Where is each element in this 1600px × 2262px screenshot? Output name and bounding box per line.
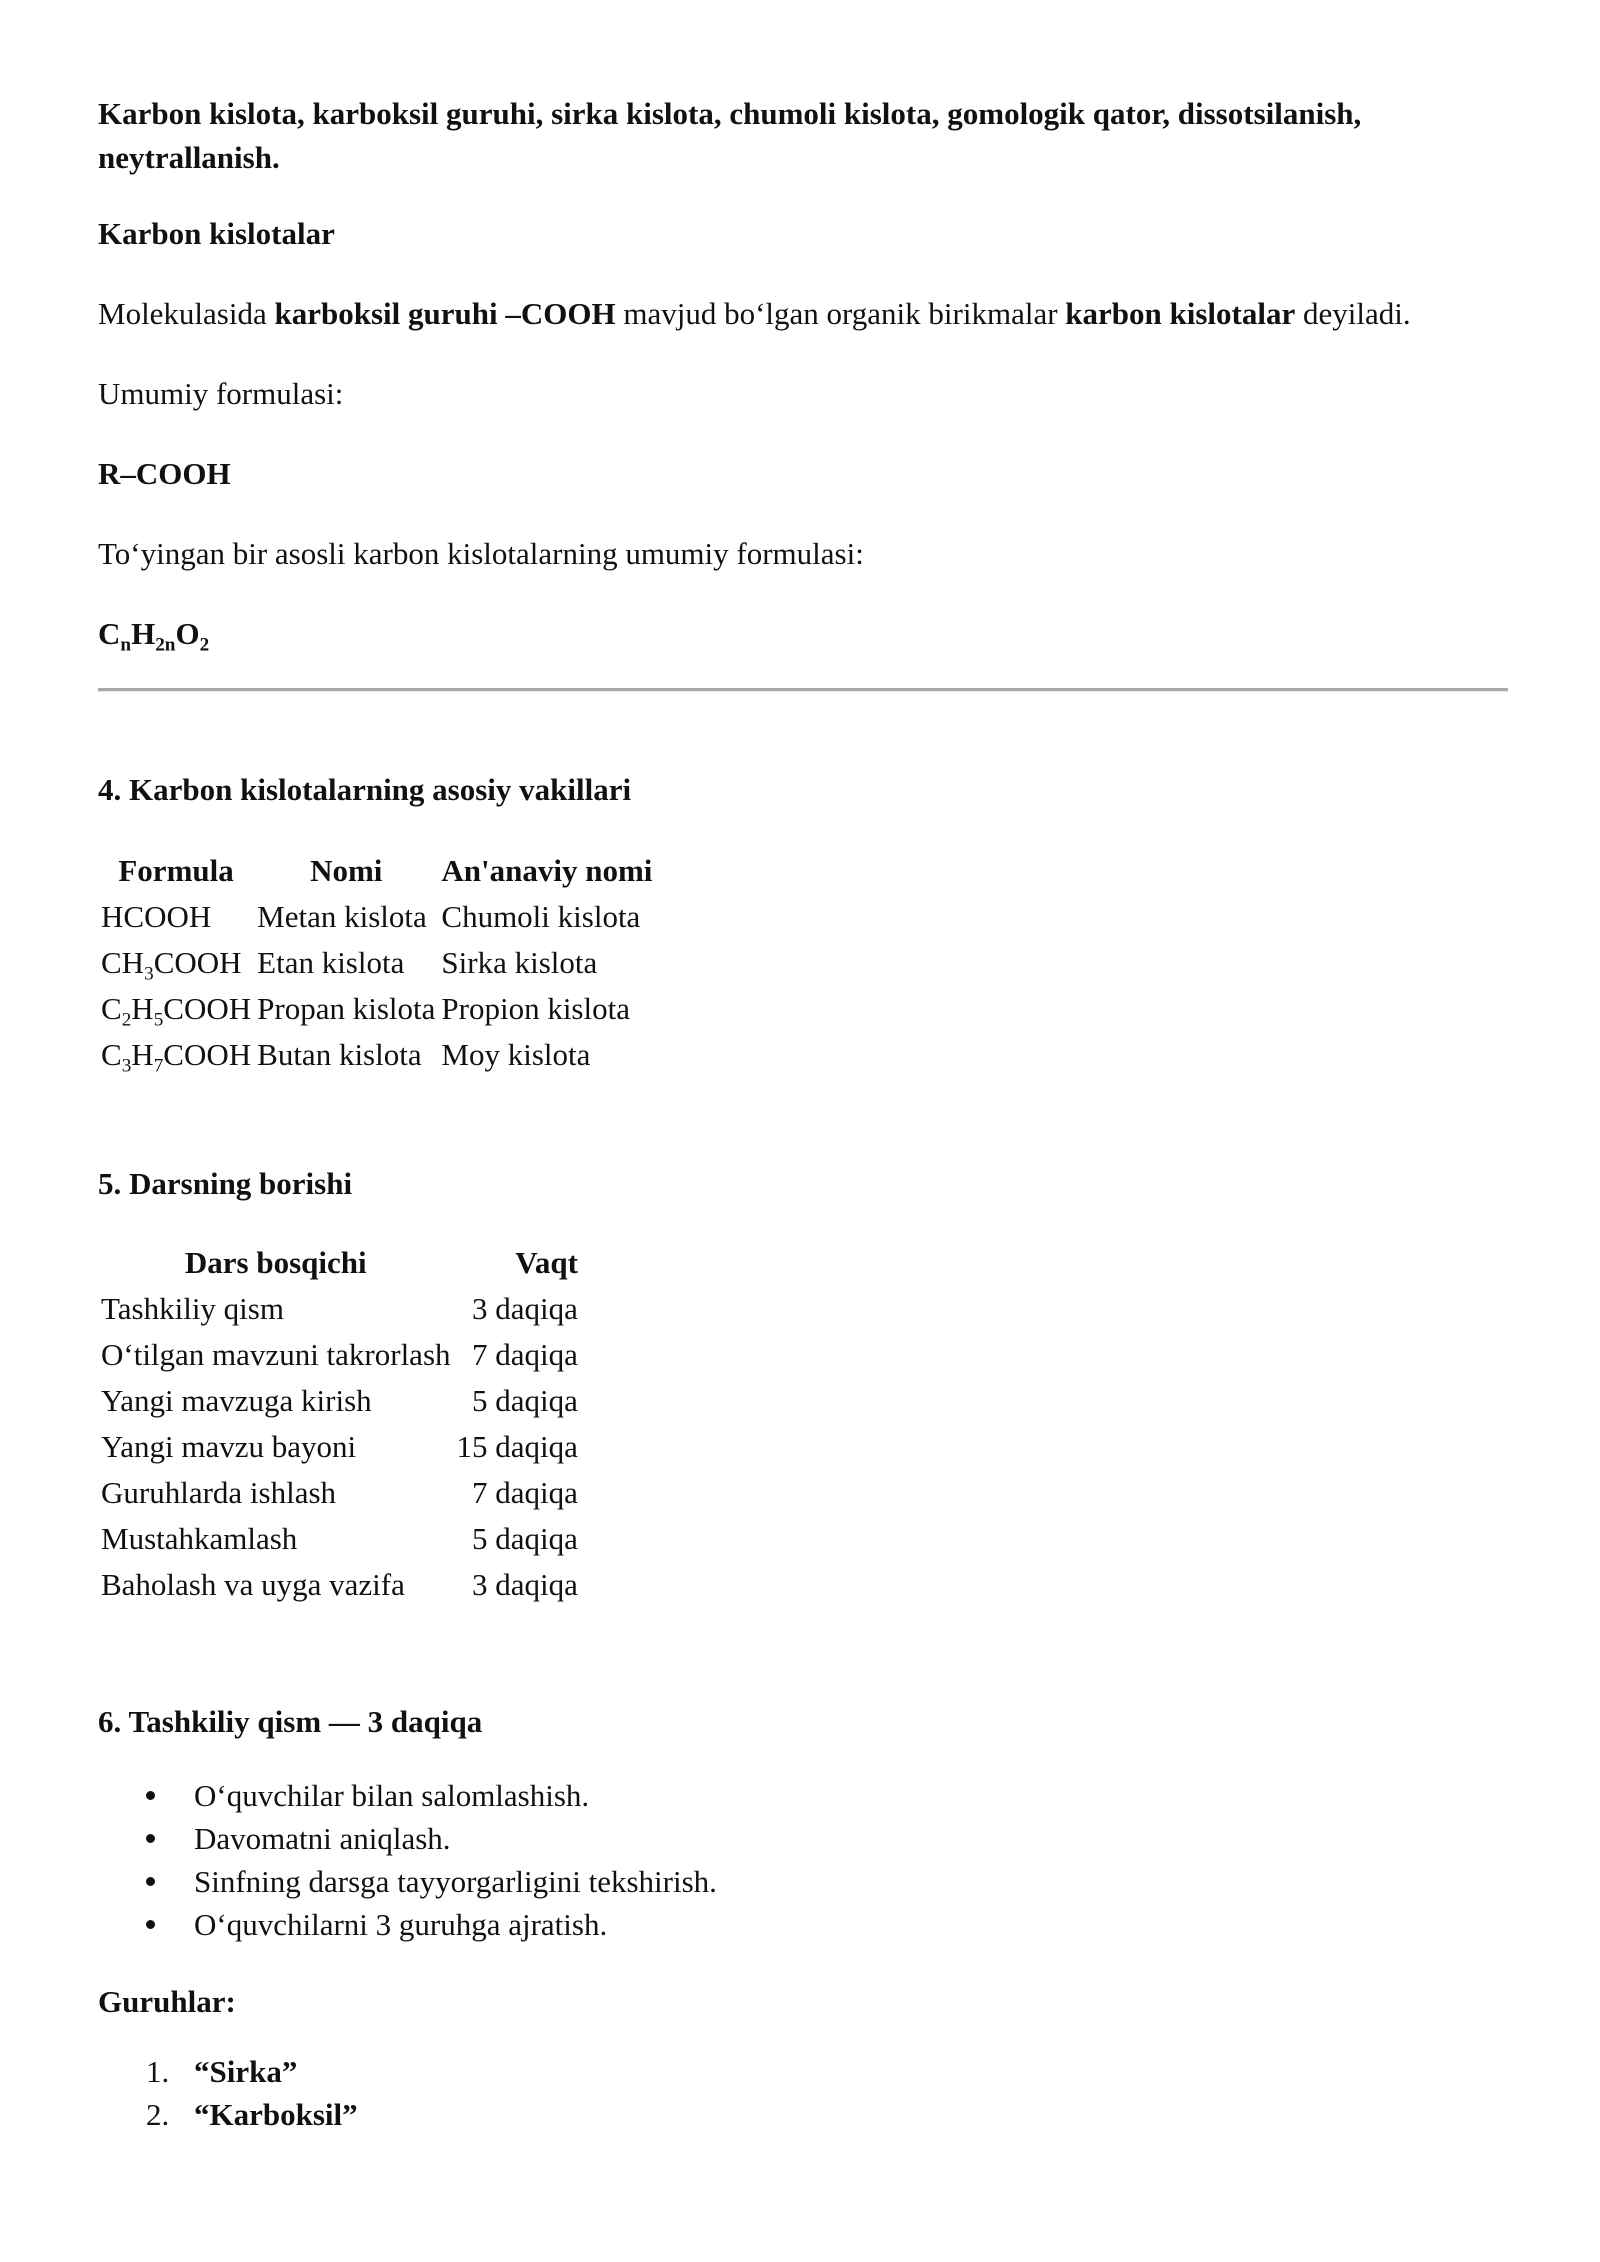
list-item: Davomatni aniqlash. xyxy=(98,1817,1440,1860)
organizational-list xyxy=(98,1774,1440,1946)
bullet-icon xyxy=(146,1834,155,1843)
table-header-row xyxy=(98,1240,581,1286)
stage-cell: Guruhlarda ishlash xyxy=(101,1475,337,1510)
traditional-name-cell: Moy kislota xyxy=(441,1037,591,1072)
bullet-icon xyxy=(146,1791,155,1800)
table-row xyxy=(98,1286,581,1332)
stage-cell: Yangi mavzuga kirish xyxy=(101,1383,372,1418)
section6-title: 6. Tashkiliy qism — 3 daqiqa xyxy=(98,1704,483,1739)
table-row xyxy=(98,940,655,986)
traditional-name-cell: Propion kislota xyxy=(441,991,630,1026)
list-item: Sinfning darsga tayyorgarligini tekshirish. xyxy=(98,1860,1440,1903)
horizontal-rule xyxy=(98,688,1508,692)
time-cell: 3 daqiqa xyxy=(472,1291,578,1326)
acids-table xyxy=(98,848,655,1078)
stage-cell: Yangi mavzu bayoni xyxy=(101,1429,357,1464)
time-cell: 5 daqiqa xyxy=(472,1383,578,1418)
list-number: 2. xyxy=(146,2097,170,2132)
lesson-plan-table xyxy=(98,1240,581,1608)
groups-list xyxy=(98,2050,1440,2136)
saturated-formula-label: To‘yingan bir asosli karbon kislotalarning umumiy formulasi: xyxy=(98,536,864,571)
col-formula: Formula xyxy=(118,853,234,888)
table-row xyxy=(98,1516,581,1562)
traditional-name-cell: Chumoli kislota xyxy=(441,899,641,934)
name-cell: Butan kislota xyxy=(257,1037,422,1072)
formula-cell: $CH_3COOH$ xyxy=(101,945,242,985)
saturated-formula xyxy=(98,616,1440,656)
formula-cell: $C_3H_7COOH$ xyxy=(101,1037,252,1077)
table-row xyxy=(98,894,655,940)
table-row xyxy=(98,986,655,1032)
time-cell: 3 daqiqa xyxy=(472,1567,578,1602)
col-dars-bosqichi: Dars bosqichi xyxy=(184,1245,367,1280)
stage-cell: Mustahkamlash xyxy=(101,1521,298,1556)
list-item: 2. “Karboksil” xyxy=(98,2093,1440,2136)
table-row xyxy=(98,1332,581,1378)
table-row xyxy=(98,1424,581,1470)
table-row xyxy=(98,1032,655,1078)
time-cell: 15 daqiqa xyxy=(456,1429,578,1464)
table-row xyxy=(98,1378,581,1424)
formula-h: H xyxy=(131,616,156,651)
formula-sub-n: n xyxy=(120,634,132,656)
list-number: 1. xyxy=(146,2054,170,2089)
definition-bold-1: karboksil guruhi –COOH xyxy=(274,296,616,331)
bullet-icon xyxy=(146,1920,155,1929)
heading-karbon-kislotalar: Karbon kislotalar xyxy=(98,216,335,251)
formula-cell: $C_2H_5COOH$ xyxy=(101,991,252,1031)
general-formula-label: Umumiy formulasi: xyxy=(98,376,344,411)
table-row xyxy=(98,1562,581,1608)
bullet-icon xyxy=(146,1877,155,1886)
traditional-name-cell: Sirka kislota xyxy=(441,945,598,980)
definition-paragraph xyxy=(98,296,1440,332)
name-cell: Etan kislota xyxy=(257,945,405,980)
list-item: 1. “Sirka” xyxy=(98,2050,1440,2093)
table-header-row xyxy=(98,848,655,894)
col-nomi: Nomi xyxy=(310,853,383,888)
section4-title: 4. Karbon kislotalarning asosiy vakillari xyxy=(98,772,632,807)
table-row xyxy=(98,1470,581,1516)
formula-o: O xyxy=(175,616,200,651)
stage-cell: Baholash va uyga vazifa xyxy=(101,1567,405,1602)
time-cell: 5 daqiqa xyxy=(472,1521,578,1556)
section5-title: 5. Darsning borishi xyxy=(98,1166,353,1201)
formula-cell: HCOOH xyxy=(101,899,212,934)
keywords: Karbon kislota, karboksil guruhi, sirka kislota, chumoli kislota, gomologik qator, dissotsilanish, neytrallanish. xyxy=(98,96,1362,175)
name-cell: Metan kislota xyxy=(257,899,427,934)
definition-bold-2: karbon kislotalar xyxy=(1065,296,1296,331)
time-cell: 7 daqiqa xyxy=(472,1337,578,1372)
definition-text-1: Molekulasida xyxy=(98,296,275,331)
groups-label: Guruhlar: xyxy=(98,1984,236,2019)
definition-text-3: deyiladi. xyxy=(1295,296,1411,331)
name-cell: Propan kislota xyxy=(257,991,436,1026)
list-item: O‘quvchilarni 3 guruhga ajratish. xyxy=(98,1903,1440,1946)
col-vaqt: Vaqt xyxy=(515,1245,578,1280)
list-item: O‘quvchilar bilan salomlashish. xyxy=(98,1774,1440,1817)
time-cell: 7 daqiqa xyxy=(472,1475,578,1510)
col-ananaviy-nomi: An'anaviy nomi xyxy=(441,853,653,888)
formula-sub-2: 2 xyxy=(199,634,210,656)
definition-text-2: mavjud bo‘lgan organik birikmalar xyxy=(615,296,1066,331)
formula-c: C xyxy=(98,616,121,651)
formula-sub-2n: 2n xyxy=(155,634,176,656)
stage-cell: Tashkiliy qism xyxy=(101,1291,284,1326)
general-formula: R–COOH xyxy=(98,456,231,491)
stage-cell: O‘tilgan mavzuni takrorlash xyxy=(101,1337,451,1372)
